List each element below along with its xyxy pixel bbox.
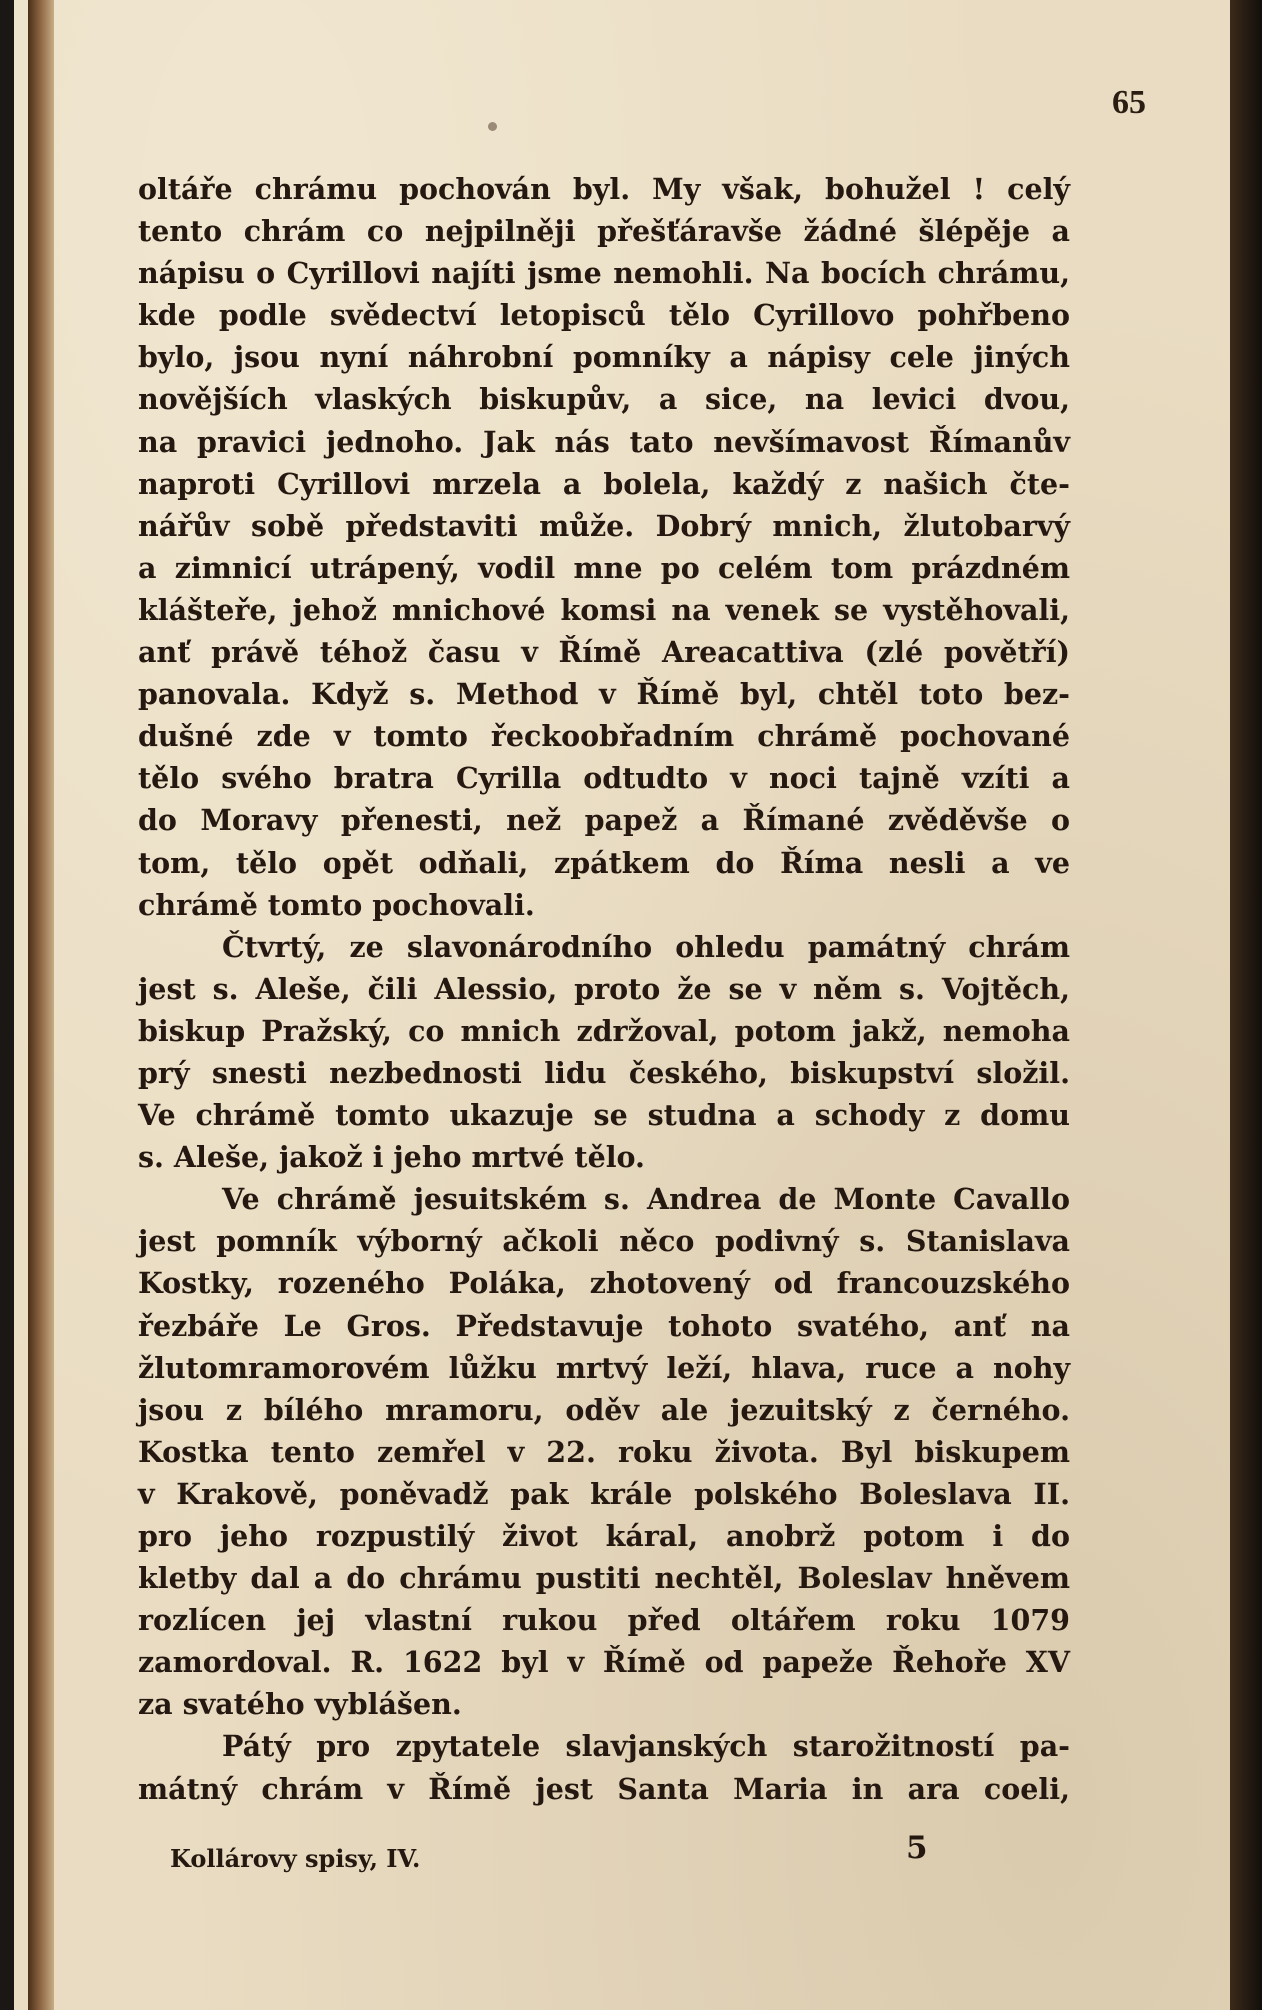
text-line: na pravici jednoho. Jak nás tato nevšímavost Římanův [138,424,1070,459]
text-line: novějších vlaských biskupův, a sice, na levici dvou, [138,382,1070,417]
text-line: Kostka tento zemřel v 22. roku života. Byl biskupem [138,1434,1070,1469]
text-line: žlutomramorovém lůžku mrtvý leží, hlava, ruce a nohy [138,1350,1070,1385]
text-line: mátný chrám v Římě jest Santa Maria in ara coeli, [138,1771,1070,1806]
page-speck [488,122,497,131]
text-line: chrámě tomto pochovali. [138,887,535,922]
page-edge-shadow [1230,0,1262,2010]
text-line: naproti Cyrillovi mrzela a bolela, každý z našich čte- [138,466,1070,501]
footer-signature: Kollárovy spisy, IV. [170,1844,421,1873]
text-line: prý snesti nezbednosti lidu českého, biskupství složil. [138,1055,1070,1090]
text-line: Kostky, rozeného Poláka, zhotovený od francouzského [138,1266,1070,1301]
text-line: nářův sobě představiti může. Dobrý mnich, žlutobarvý [138,508,1070,543]
text-line: Pátý pro zpytatele slavjanských starožitností pa- [222,1729,1070,1764]
text-line: nápisu o Cyrillovi najíti jsme nemohli. Na bocích chrámu, [138,256,1070,291]
text-line: tělo svého bratra Cyrilla odtudto v noci tajně vzíti a [138,761,1070,796]
text-line: s. Aleše, jakož i jeho mrtvé tělo. [138,1140,645,1175]
book-page [14,0,1230,2010]
text-line: řezbáře Le Gros. Představuje tohoto svatého, anť na [138,1308,1070,1343]
text-line: bylo, jsou nyní náhrobní pomníky a nápisy cele jiných [138,340,1070,375]
paragraph [138,926,1070,1179]
body-text [138,168,1070,1810]
text-line: jest s. Aleše, čili Alessio, proto že se v něm s. Vojtěch, [138,971,1070,1006]
text-line: za svatého vyblášen. [138,1687,462,1722]
text-line: klášteře, jehož mnichové komsi na venek se vystěhovali, [138,592,1070,627]
text-line: v Krakově, poněvadž pak krále polského Boleslava II. [138,1476,1070,1511]
text-line: kletby dal a do chrámu pustiti nechtěl, Boleslav hněvem [138,1561,1070,1596]
paragraph [138,168,1070,926]
text-line: tento chrám co nejpilněji přešťáravše žádné šlépěje a [138,214,1070,249]
paragraph [138,1725,1070,1809]
text-line: jsou z bílého mramoru, oděv ale jezuitský z černého. [138,1392,1070,1427]
text-line: kde podle svědectví letopisců tělo Cyrillovo pohřbeno [138,298,1070,333]
text-line: panovala. Když s. Method v Římě byl, chtěl toto bez- [138,677,1070,712]
text-line: anť právě téhož času v Římě Areacattiva (zlé povětří) [138,635,1070,670]
text-line: pro jeho rozpustilý život káral, anobrž potom i do [138,1519,1070,1553]
text-line: a zimnicí utrápený, vodil mne po celém tom prázdném [138,550,1070,585]
footer-sheet-number: 5 [906,1830,928,1866]
paragraph [138,1178,1070,1725]
book-spine-shadow [28,0,54,2010]
text-line: zamordoval. R. 1622 byl v Římě od papeže Řehoře XV [138,1645,1070,1680]
text-line: Ve chrámě tomto ukazuje se studna a schody z domu [138,1098,1070,1133]
text-line: do Moravy přenesti, než papež a Římané zvěděvše o [138,803,1070,838]
page-number: 65 [1112,84,1146,121]
text-line: tom, tělo opět odňali, zpátkem do Říma nesli a ve [138,845,1070,880]
text-line: Čtvrtý, ze slavonárodního ohledu památný chrám [222,929,1070,964]
text-line: jest pomník výborný ačkoli něco podivný s. Stanislava [138,1224,1070,1259]
text-line: biskup Pražský, co mnich zdržoval, potom jakž, nemoha [138,1013,1070,1048]
text-line: dušné zde v tomto řeckoobřadním chrámě pochované [138,719,1070,754]
text-line: Ve chrámě jesuitském s. Andrea de Monte Cavallo [222,1182,1070,1217]
text-line: oltáře chrámu pochován byl. My však, bohužel ! celý [138,172,1070,206]
text-line: rozlícen jej vlastní rukou před oltářem roku 1079 [138,1603,1070,1638]
